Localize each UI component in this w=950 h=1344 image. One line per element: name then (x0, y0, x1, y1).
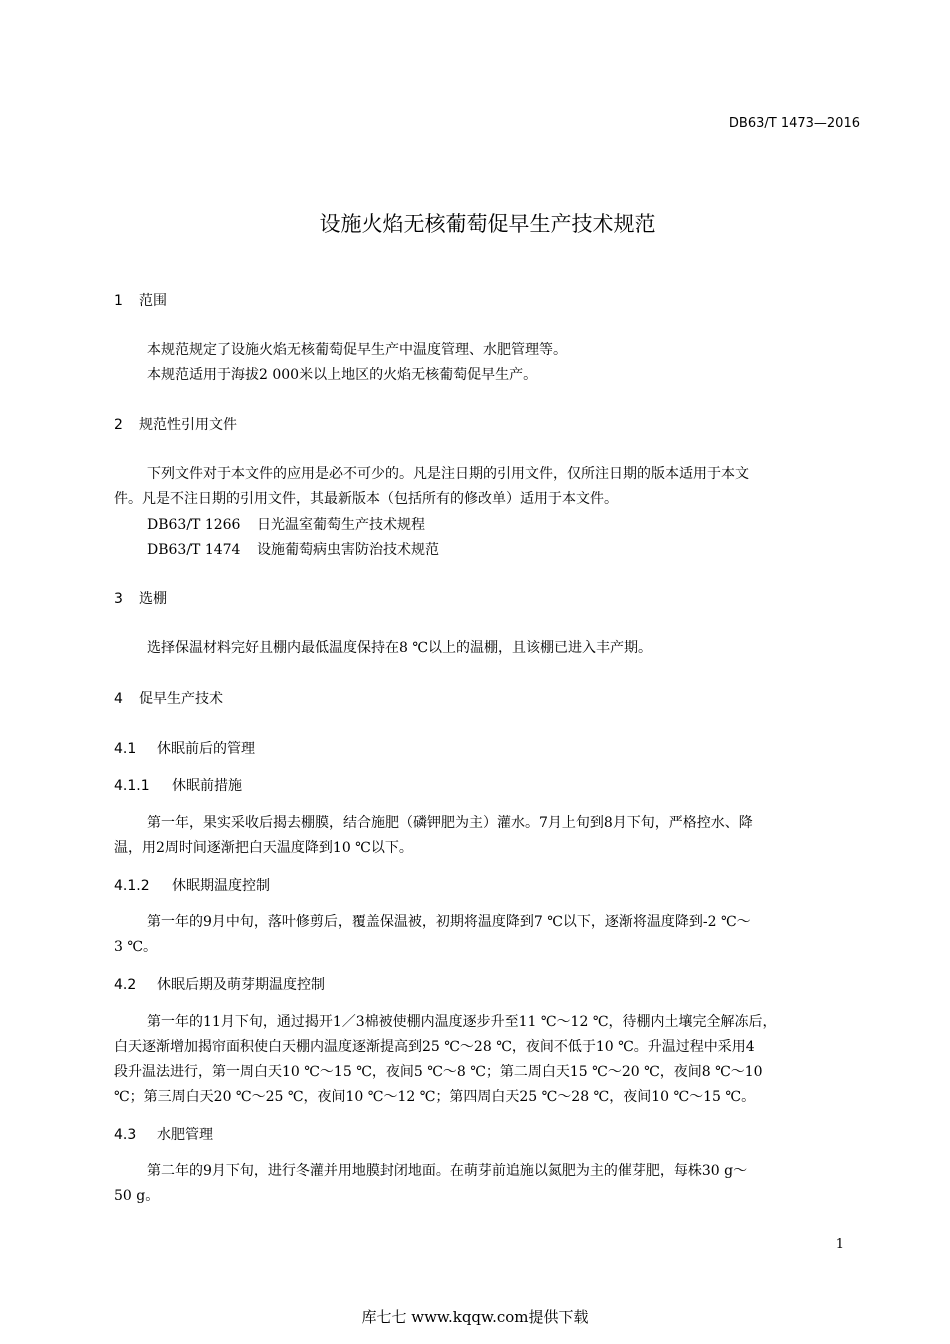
section-4-2-line-4: ℃；第三周白天20 ℃～25 ℃，夜间10 ℃～12 ℃；第四周白天25 ℃～28 ℃，夜间10 ℃～15 ℃。 (114, 1089, 756, 1105)
section-3-heading (114, 588, 167, 608)
section-title: 休眠前后的管理 (157, 741, 255, 757)
section-4-2-heading (114, 974, 325, 994)
section-4-1-1-line-1: 第一年，果实采收后揭去棚膜，结合施肥（磷钾肥为主）灌水。7月上旬到8月下旬，严格控水、降 (147, 815, 753, 831)
section-title: 休眠期温度控制 (172, 878, 270, 894)
section-number: 4 (114, 691, 123, 707)
section-title: 范围 (139, 293, 167, 309)
section-4-1-heading (114, 738, 255, 758)
document-code: DB63/T 1473—2016 (728, 116, 860, 131)
reference-title: 日光温室葡萄生产技术规程 (257, 517, 425, 533)
reference-code: DB63/T 1266 (147, 517, 241, 533)
document-title: 设施火焰无核葡萄促早生产技术规范 (319, 212, 656, 236)
section-4-3-line-2: 50 g。 (114, 1188, 160, 1204)
download-footer: 库七七 www.kqqw.com提供下载 (361, 1308, 589, 1326)
section-number: 4.1 (114, 741, 137, 757)
section-title: 水肥管理 (157, 1127, 213, 1143)
section-2-heading (114, 414, 237, 434)
section-number: 4.3 (114, 1127, 137, 1143)
section-title: 促早生产技术 (139, 691, 223, 707)
reference-title: 设施葡萄病虫害防治技术规范 (257, 542, 439, 558)
section-2-paragraph-line-1: 下列文件对于本文件的应用是必不可少的。凡是注日期的引用文件，仅所注日期的版本适用于本文 (147, 466, 749, 482)
section-number: 4.1.2 (114, 878, 150, 894)
section-1-heading (114, 290, 167, 310)
section-4-2-line-3: 段升温法进行，第一周白天10 ℃～15 ℃，夜间5 ℃～8 ℃；第二周白天15 ℃～20 ℃，夜间8 ℃～10 (114, 1064, 763, 1080)
reference-code: DB63/T 1474 (147, 542, 241, 558)
section-title: 规范性引用文件 (139, 417, 237, 433)
section-4-2-line-2: 白天逐渐增加揭帘面积使白天棚内温度逐渐提高到25 ℃～28 ℃，夜间不低于10 ℃。升温过程中采用4 (114, 1039, 755, 1055)
section-title: 休眠后期及萌芽期温度控制 (157, 977, 325, 993)
page-number: 1 (835, 1237, 844, 1252)
reference-item (147, 514, 425, 534)
section-4-1-1-line-2: 温，用2周时间逐渐把白天温度降到10 ℃以下。 (114, 840, 413, 856)
section-4-3-heading (114, 1124, 213, 1144)
section-title: 选棚 (139, 591, 167, 607)
section-4-2-line-1: 第一年的11月下旬，通过揭开1／3棉被使棚内温度逐步升至11 ℃～12 ℃，待棚内土壤完全解冻后， (147, 1014, 777, 1030)
section-number: 4.1.1 (114, 778, 150, 794)
section-3-paragraph: 选择保温材料完好且棚内最低温度保持在8 ℃以上的温棚，且该棚已进入丰产期。 (147, 640, 653, 656)
section-number: 1 (114, 293, 123, 309)
section-4-heading (114, 688, 223, 708)
section-number: 2 (114, 417, 123, 433)
section-4-3-line-1: 第二年的9月下旬，进行冬灌并用地膜封闭地面。在萌芽前追施以氮肥为主的催芽肥，每株30 g～ (147, 1163, 748, 1179)
section-number: 4.2 (114, 977, 137, 993)
section-1-paragraph-1: 本规范规定了设施火焰无核葡萄促早生产中温度管理、水肥管理等。 (147, 342, 567, 358)
section-4-1-1-heading (114, 775, 242, 795)
reference-item (147, 539, 439, 559)
section-4-1-2-heading (114, 875, 270, 895)
section-4-1-2-line-1: 第一年的9月中旬，落叶修剪后，覆盖保温被，初期将温度降到7 ℃以下，逐渐将温度降到-2 ℃～ (147, 914, 751, 930)
section-4-1-2-line-2: 3 ℃。 (114, 939, 158, 955)
section-number: 3 (114, 591, 123, 607)
section-1-paragraph-2: 本规范适用于海拔2 000米以上地区的火焰无核葡萄促早生产。 (147, 367, 538, 383)
section-title: 休眠前措施 (172, 778, 242, 794)
section-2-paragraph-line-2: 件。凡是不注日期的引用文件，其最新版本（包括所有的修改单）适用于本文件。 (114, 491, 618, 507)
